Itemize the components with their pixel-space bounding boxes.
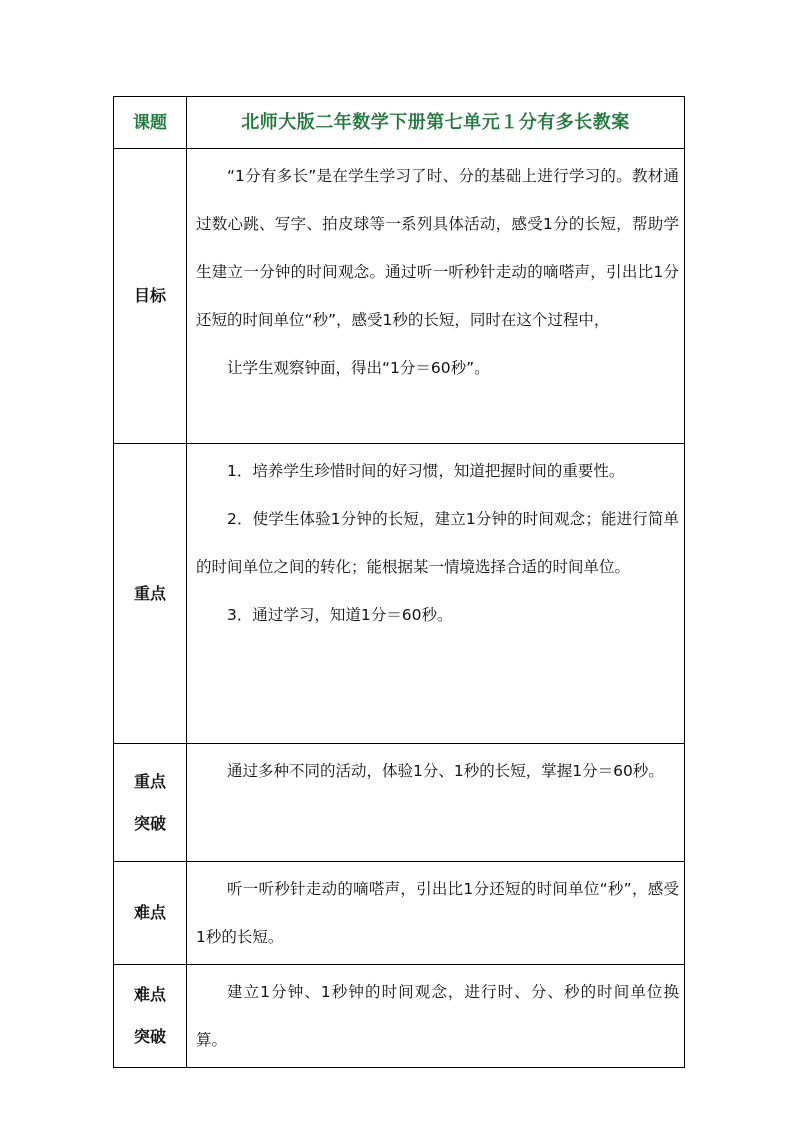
key-points-label: 重点 xyxy=(114,444,187,744)
goal-paragraph: 让学生观察钟面，得出“1分＝60秒”。 xyxy=(227,359,490,377)
difficulty-content xyxy=(187,862,685,965)
goal-label: 目标 xyxy=(114,149,187,444)
key-breakthrough-label-line2: 突破 xyxy=(133,813,166,833)
goal-row xyxy=(114,149,685,444)
key-point-item: 2．使学生体验1分钟的长短，建立1分钟的时间观念；能进行简单的时间单位之间的转化；能根据某一情境选择合适的时间单位。 xyxy=(196,510,679,576)
title-row xyxy=(114,97,685,149)
difficulty-breakthrough-label-line1: 难点 xyxy=(133,985,166,1004)
difficulty-row xyxy=(114,862,685,965)
lesson-title: 北师大版二年数学下册第七单元１分有多长教案 xyxy=(187,97,685,149)
key-breakthrough-label xyxy=(114,744,187,862)
difficulty-breakthrough-row xyxy=(114,965,685,1068)
key-breakthrough-label-line1: 重点 xyxy=(133,771,166,791)
key-breakthrough-row xyxy=(114,744,685,862)
key-points-row xyxy=(114,444,685,744)
difficulty-breakthrough-paragraph: 建立1分钟、1秒钟的时间观念，进行时、分、秒的时间单位换算。 xyxy=(196,983,679,1049)
goal-paragraph: “1分有多长”是在学生学习了时、分的基础上进行学习的。教材通过数心跳、写字、拍皮球等一系列具体活动，感受1分的长短，帮助学生建立一分钟的时间观念。通过听一听秒针走动的嘀嗒声，引出比1分还短的时间单位“秒”，感受1秒的长短，同时在这个过程中， xyxy=(196,167,679,329)
title-label: 课题 xyxy=(114,97,187,149)
key-breakthrough-content xyxy=(187,744,685,862)
difficulty-paragraph: 听一听秒针走动的嘀嗒声，引出比1分还短的时间单位“秒”，感受1秒的长短。 xyxy=(196,880,679,946)
difficulty-breakthrough-content xyxy=(187,965,685,1068)
goal-content xyxy=(187,149,685,444)
key-point-item: 1．培养学生珍惜时间的好习惯，知道把握时间的重要性。 xyxy=(227,462,625,480)
key-points-content xyxy=(187,444,685,744)
key-point-item: 3．通过学习，知道1分＝60秒。 xyxy=(227,606,453,624)
difficulty-label: 难点 xyxy=(114,862,187,965)
lesson-plan-table xyxy=(113,96,685,1068)
difficulty-breakthrough-label xyxy=(114,965,187,1068)
difficulty-breakthrough-label-line2: 突破 xyxy=(133,1027,166,1046)
key-breakthrough-paragraph: 通过多种不同的活动，体验1分、1秒的长短，掌握1分＝60秒。 xyxy=(227,762,664,780)
